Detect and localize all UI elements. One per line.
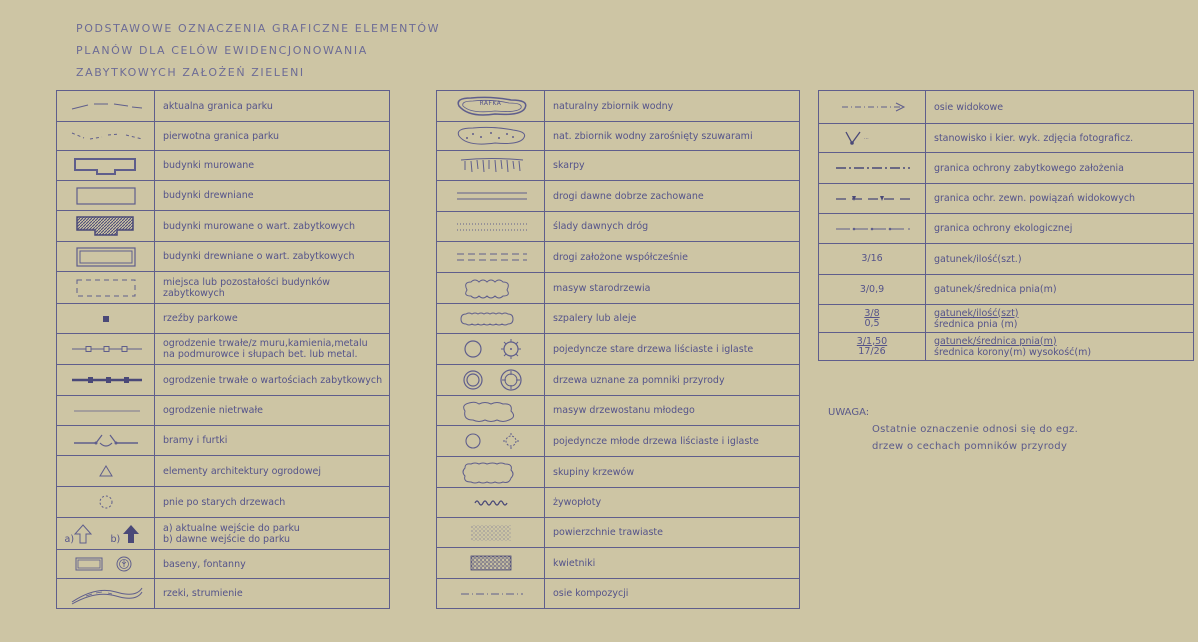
row-label-line-1: ogrodzenie trwałe/z muru,kamienia,metalu [163,338,368,349]
row-label-line-1: miejsca lub pozostałości budynków [163,276,331,288]
table-row [437,488,800,518]
row-label: pojedyncze stare drzewa liściaste i iglaste [545,334,800,365]
row-label: naturalny zbiornik wodny [545,91,800,122]
title-line-2: PLANÓW DLA CELÓW EWIDENCJONOWANIA [76,44,368,57]
row-label: powierzchnie trawiaste [545,518,800,548]
row-label: rzeźby parkowe [155,304,390,334]
table-row [819,153,1194,184]
title-line-1: PODSTAWOWE OZNACZENIA GRAFICZNE ELEMENTÓW [76,22,441,35]
table-row [57,487,390,518]
species-count-code: 3/16 [819,244,926,275]
row-label: osie kompozycji [545,579,800,609]
table-row [57,304,390,334]
entrance-a-marker: a) [64,533,75,545]
table-row [57,334,390,365]
gate-icon [57,426,155,456]
legend-table-2 [436,90,800,609]
hatched-brick-building-icon [57,211,155,242]
outline-arrow-icon [73,523,93,545]
photo-station-note: ... [864,135,869,141]
row-label: ogrodzenie trwałe o wartościach zabytkowych [155,365,390,396]
table-row [819,333,1194,361]
row-label: aktualna granica parku [155,91,390,122]
row-label: drzewa uznane za pomniki przyrody [545,365,800,396]
dotted-road-icon [437,212,545,242]
table-row [437,122,800,151]
view-axis-arrow-icon [819,91,926,124]
row-label: pojedyncze młode drzewa liściaste i iglaste [545,426,800,457]
escarpment-icon [437,151,545,181]
row-label [155,272,390,304]
table-row [437,242,800,273]
table-row [57,579,390,609]
double-line-road-icon [437,181,545,212]
table-row [57,91,390,122]
legend-table-1 [56,90,390,609]
heavy-fence-icon [57,365,155,396]
row-label: ogrodzenie nietrwałe [155,396,390,426]
species-diameter-code: 3/0,9 [819,275,926,305]
row-label-line-1: a) aktualne wejście do parku [163,522,300,534]
row-label-line-2: średnica pnia (m) [934,318,1018,330]
dashed-zigzag-icon [57,122,155,151]
row-label: masyw starodrzewia [545,273,800,304]
fraction-bottom: 0,5 [864,317,880,329]
table-row [57,122,390,151]
overgrown-pond-icon [437,122,545,151]
row-label: ślady dawnych dróg [545,212,800,242]
row-label: granica ochr. zewn. powiązań widokowych [926,184,1194,214]
legend-table-3 [818,90,1194,361]
natural-pond-icon [437,91,545,122]
triangle-dash-line-icon [819,184,926,214]
row-label: budynki murowane [155,151,390,181]
table-row [437,181,800,212]
table-row [819,214,1194,244]
wooden-building-icon [57,181,155,211]
table-row [819,91,1194,124]
remark-line-2: drzew o cechach pomników przyrody [872,441,1068,452]
row-label: skupiny krzewów [545,457,800,488]
row-label: szpalery lub aleje [545,304,800,334]
lawn-icon [437,518,545,548]
dot-dash-line-icon [819,214,926,244]
composition-axis-icon [437,579,545,609]
table-row [57,396,390,426]
dashed-building-icon [57,272,155,304]
dash-dot-line-icon [819,153,926,184]
hedge-icon [437,488,545,518]
row-label: nat. zbiornik wodny zarośnięty szuwarami [545,122,800,151]
fraction-top: 3/1,50 [856,335,888,347]
table-row [57,426,390,456]
row-label: osie widokowe [926,91,1194,124]
table-row [57,151,390,181]
old-stand-icon [437,273,545,304]
triangle-icon [57,456,155,487]
old-trees-icon [437,334,545,365]
small-square-icon [57,304,155,334]
table-row [57,518,390,550]
row-label: budynki drewniane o wart. zabytkowych [155,242,390,272]
table-row [437,457,800,488]
remark-line-1: Ostatnie oznaczenie odnosi się do egz. [872,424,1079,435]
row-label: rzeki, strumienie [155,579,390,609]
row-label [155,518,390,550]
entrance-b-marker: b) [110,533,121,545]
double-wooden-building-icon [57,242,155,272]
row-label: pnie po starych drzewach [155,487,390,518]
species-count-diameter-code [819,305,926,333]
pond-label: RAFKA [479,100,502,107]
table-row [57,456,390,487]
photo-station-icon [819,124,926,153]
fence-posts-icon [57,334,155,365]
shrub-group-icon [437,457,545,488]
row-label [926,305,1194,333]
legend-title [76,18,440,84]
table-row [819,244,1194,275]
table-row [819,305,1194,333]
row-label: budynki murowane o wart. zabytkowych [155,211,390,242]
table-row [437,151,800,181]
row-label-line-1: gatunek/średnica pnia(m) [934,335,1057,347]
row-label: drogi dawne dobrze zachowane [545,181,800,212]
table-row [819,124,1194,153]
table-row [437,579,800,609]
table-row [437,426,800,457]
table-row [819,275,1194,305]
row-label: gatunek/średnica pnia(m) [926,275,1194,305]
species-crown-height-code [819,333,926,361]
remark-note [828,404,1078,455]
young-trees-icon [437,426,545,457]
dash-line-icon [57,91,155,122]
river-icon [57,579,155,609]
table-row [819,184,1194,214]
row-label: skarpy [545,151,800,181]
row-label [155,334,390,365]
row-label-line-2: b) dawne wejście do parku [163,533,291,545]
dotted-circle-icon [57,487,155,518]
table-row [437,334,800,365]
table-row [437,273,800,304]
table-row [437,548,800,579]
row-label: granica ochrony ekologicznej [926,214,1194,244]
row-label: masyw drzewostanu młodego [545,396,800,426]
row-label-line-2: na podmurowce i słupach bet. lub metal. [163,349,358,360]
table-row [437,212,800,242]
filled-arrow-icon [121,523,141,545]
table-row [57,211,390,242]
remark-heading: UWAGA: [828,407,870,418]
pool-fountain-icon [57,550,155,579]
table-row [437,91,800,122]
table-row [437,304,800,334]
entrance-arrows-icon [57,518,155,550]
table-row [437,396,800,426]
row-label: pierwotna granica parku [155,122,390,151]
row-label [926,333,1194,361]
fraction-top: 3/8 [864,307,880,319]
fraction-bottom: 17/26 [858,345,886,357]
young-stand-icon [437,396,545,426]
row-label: baseny, fontanny [155,550,390,579]
row-label-line-2: średnica korony(m) wysokość(m) [934,346,1092,358]
row-label: drogi założone współcześnie [545,242,800,273]
monument-trees-icon [437,365,545,396]
brick-building-icon [57,151,155,181]
row-label: budynki drewniane [155,181,390,211]
row-label-line-2: zabytkowych [163,287,225,299]
row-label: granica ochrony zabytkowego założenia [926,153,1194,184]
row-label: gatunek/ilość(szt.) [926,244,1194,275]
thin-line-icon [57,396,155,426]
row-label: kwietniki [545,548,800,579]
row-label: żywopłoty [545,488,800,518]
row-label-line-1: gatunek/ilość(szt) [934,307,1019,319]
table-row [57,365,390,396]
row-label: stanowisko i kier. wyk. zdjęcia fotograficz. [926,124,1194,153]
flowerbed-icon [437,548,545,579]
title-line-3: ZABYTKOWYCH ZAŁOŻEŃ ZIELENI [76,66,305,79]
table-row [437,518,800,548]
table-row [57,272,390,304]
table-row [57,550,390,579]
table-row [57,181,390,211]
table-row [57,242,390,272]
row-label: bramy i furtki [155,426,390,456]
table-row [437,365,800,396]
row-label: elementy architektury ogrodowej [155,456,390,487]
trellis-icon [437,304,545,334]
dashed-road-icon [437,242,545,273]
